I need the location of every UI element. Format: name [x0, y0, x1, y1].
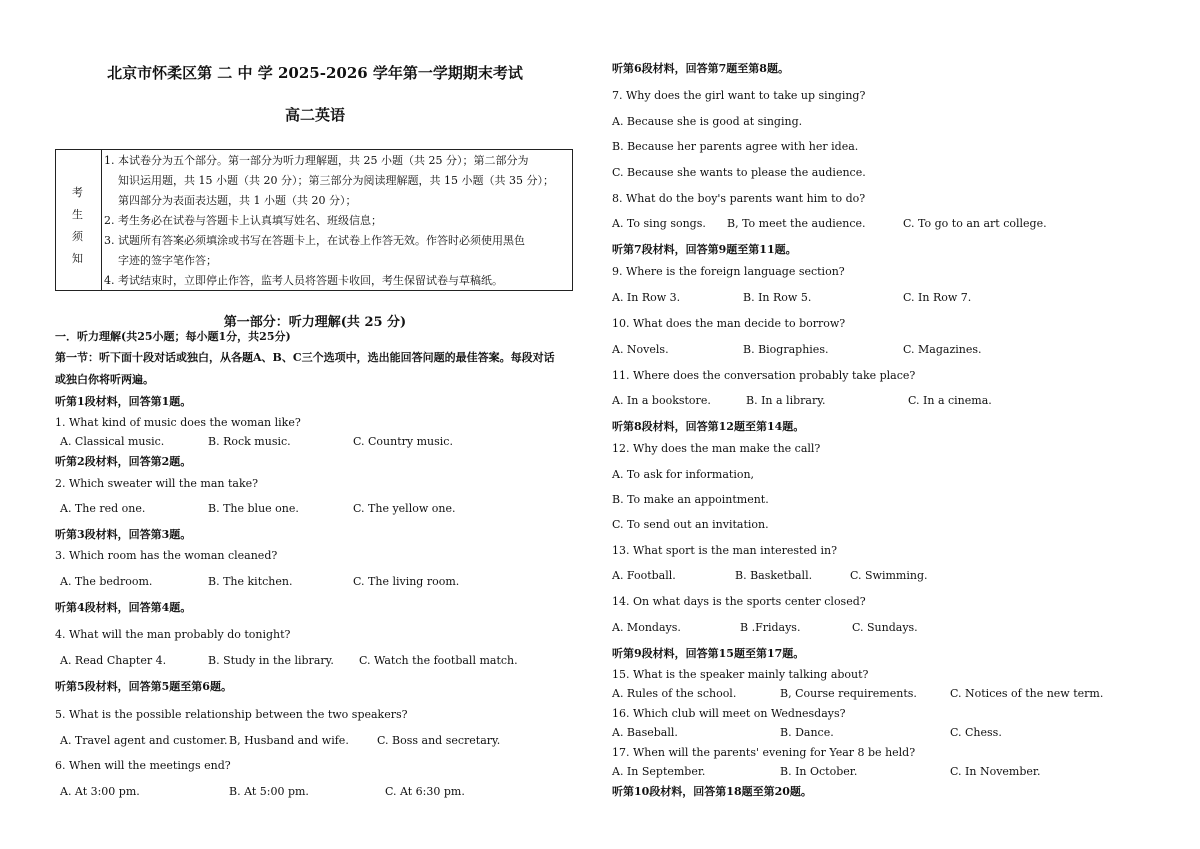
question-text: 9. Where is the foreign language section?	[612, 265, 845, 278]
question-text: 6. When will the meetings end?	[55, 759, 231, 772]
notice-line: 1. 本试卷分为五个部分。第一部分为听力理解题，共 25 小题（共 25 分）；第二部分为	[104, 154, 529, 167]
notice-label-char: 考	[72, 186, 83, 199]
option: C. To go to an art college.	[903, 217, 1047, 230]
option: C. The yellow one.	[353, 502, 456, 515]
option: B, To meet the audience.	[727, 217, 866, 230]
option: A. In September.	[612, 765, 706, 778]
option: A. The red one.	[60, 502, 146, 515]
notice-line: 知识运用题，共 15 小题（共 20 分）；第三部分为阅读理解题，共 15 小题（共 35 分）；	[118, 174, 554, 187]
question-text: 17. When will the parents' evening for Year 8 be held?	[612, 746, 916, 759]
option: C. Because she wants to please the audience.	[612, 166, 866, 179]
notice-label-char: 生	[72, 208, 83, 221]
question-text: 13. What sport is the man interested in?	[612, 544, 837, 557]
notice-label-char: 须	[72, 230, 83, 243]
option: B, Course requirements.	[780, 687, 917, 700]
option: C. Watch the football match.	[359, 654, 518, 667]
question-text: 16. Which club will meet on Wednesdays?	[612, 707, 846, 720]
section-label: 听第2段材料，回答第2题。	[55, 455, 192, 468]
section-label: 听第7段材料，回答第9题至第11题。	[612, 243, 797, 256]
notice-line: 3. 试题所有答案必须填涂或书写在答题卡上，在试卷上作答无效。作答时必须使用黑色	[104, 234, 525, 247]
option: A. To sing songs.	[612, 217, 706, 230]
option: B. The kitchen.	[208, 575, 293, 588]
question-text: 5. What is the possible relationship between the two speakers?	[55, 708, 408, 721]
option: C. In November.	[950, 765, 1041, 778]
option: B. In a library.	[746, 394, 826, 407]
question-text: 10. What does the man decide to borrow?	[612, 317, 846, 330]
option: B. The blue one.	[208, 502, 299, 515]
option: A. Travel agent and customer.	[60, 734, 228, 747]
option: B. Biographies.	[743, 343, 829, 356]
option: B, Husband and wife.	[229, 734, 349, 747]
notice-label	[56, 150, 102, 290]
part1-instruction: 第一节：听下面十段对话或独白，从各题A、B、C三个选项中，选出能回答问题的最佳答案。每段对话	[55, 351, 555, 364]
option: C. The living room.	[353, 575, 460, 588]
candidate-notice-box	[55, 149, 573, 291]
question-text: 4. What will the man probably do tonight?	[55, 628, 291, 641]
section-label: 听第1段材料，回答第1题。	[55, 395, 192, 408]
part1-instruction: 或独白你将听两遍。	[55, 373, 154, 386]
option: B. Basketball.	[735, 569, 813, 582]
option: C. Swimming.	[850, 569, 928, 582]
notice-line: 4. 考试结束时，立即停止作答，监考人员将答题卡收回，考生保留试卷与草稿纸。	[104, 274, 503, 287]
option: A. Baseball.	[612, 726, 678, 739]
option: C. Sundays.	[852, 621, 918, 634]
option: B. Study in the library.	[208, 654, 334, 667]
option: C. To send out an invitation.	[612, 518, 769, 531]
section-label: 听第4段材料，回答第4题。	[55, 601, 192, 614]
option: C. Country music.	[353, 435, 453, 448]
question-text: 7. Why does the girl want to take up singing?	[612, 89, 866, 102]
section-label: 听第9段材料，回答第15题至第17题。	[612, 647, 805, 660]
option: B. At 5:00 pm.	[229, 785, 309, 798]
question-text: 3. Which room has the woman cleaned?	[55, 549, 278, 562]
option: A. In a bookstore.	[612, 394, 711, 407]
option: C. Magazines.	[903, 343, 982, 356]
option: C. Notices of the new term.	[950, 687, 1104, 700]
option: A. Football.	[612, 569, 676, 582]
option: B. Dance.	[780, 726, 834, 739]
question-text: 14. On what days is the sports center closed?	[612, 595, 866, 608]
option: A. To ask for information,	[612, 468, 755, 481]
question-text: 15. What is the speaker mainly talking about?	[612, 668, 869, 681]
part1-heading: 第一部分：听力理解(共 25 分)	[223, 315, 407, 330]
question-text: 1. What kind of music does the woman like?	[55, 416, 301, 429]
section-label: 听第8段材料，回答第12题至第14题。	[612, 420, 805, 433]
option: C. At 6:30 pm.	[385, 785, 465, 798]
notice-line: 第四部分为表面表达题，共 1 小题（共 20 分）；	[118, 194, 357, 207]
option: C. In Row 7.	[903, 291, 972, 304]
option: A. Mondays.	[612, 621, 681, 634]
section-label: 听第3段材料，回答第3题。	[55, 528, 192, 541]
option: A. Novels.	[612, 343, 669, 356]
option: C. In a cinema.	[908, 394, 992, 407]
option: B .Fridays.	[740, 621, 801, 634]
section-label: 听第10段材料，回答第18题至第20题。	[612, 785, 812, 798]
exam-title: 北京市怀柔区第 二 中 学 2025-2026 学年第一学期期末考试	[107, 64, 523, 82]
option: A. In Row 3.	[612, 291, 681, 304]
option: B. In Row 5.	[743, 291, 812, 304]
section-label: 听第5段材料，回答第5题至第6题。	[55, 680, 232, 693]
option: A. The bedroom.	[60, 575, 153, 588]
option: A. Classical music.	[60, 435, 165, 448]
question-text: 11. Where does the conversation probably take place?	[612, 369, 916, 382]
notice-line: 字迹的签字笔作答；	[118, 254, 217, 267]
exam-subject: 高二英语	[284, 106, 345, 124]
option: A. Rules of the school.	[612, 687, 737, 700]
option: A. Read Chapter 4.	[60, 654, 167, 667]
notice-line: 2. 考生务必在试卷与答题卡上认真填写姓名、班级信息；	[104, 214, 382, 227]
option: B. Rock music.	[208, 435, 291, 448]
option: A. Because she is good at singing.	[612, 115, 803, 128]
option: A. At 3:00 pm.	[60, 785, 140, 798]
option: B. To make an appointment.	[612, 493, 769, 506]
question-text: 2. Which sweater will the man take?	[55, 477, 259, 490]
part1-subheading: 一．听力理解(共25小题；每小题1分，共25分)	[55, 330, 291, 343]
option: C. Boss and secretary.	[377, 734, 501, 747]
notice-label-char: 知	[72, 252, 83, 265]
option: C. Chess.	[950, 726, 1002, 739]
question-text: 8. What do the boy's parents want him to do?	[612, 192, 866, 205]
option: B. In October.	[780, 765, 858, 778]
section-label: 听第6段材料，回答第7题至第8题。	[612, 62, 789, 75]
option: B. Because her parents agree with her idea.	[612, 140, 859, 153]
question-text: 12. Why does the man make the call?	[612, 442, 821, 455]
